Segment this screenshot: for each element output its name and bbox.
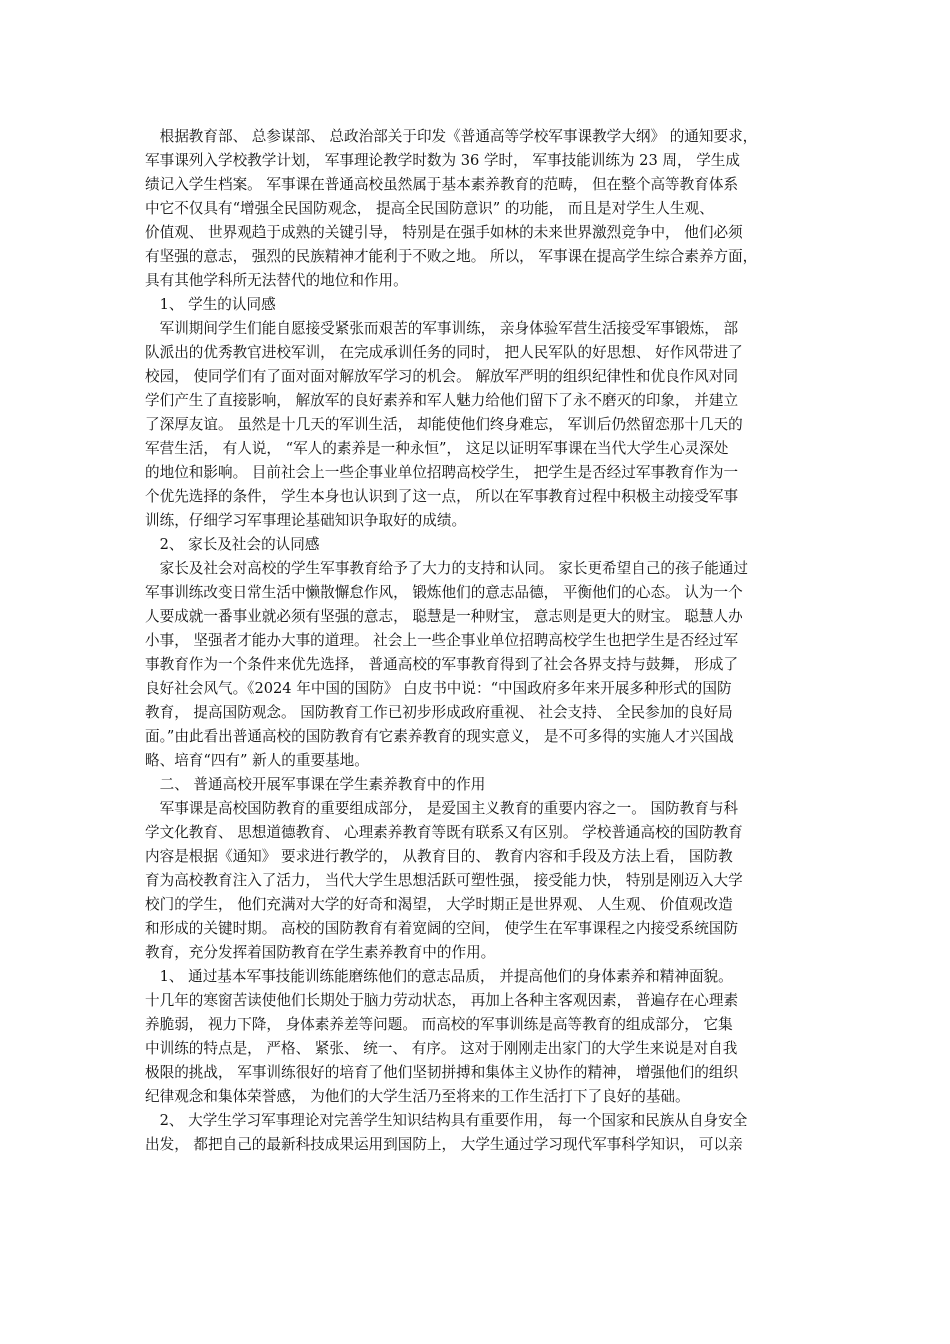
text-line: 内容是根据《通知》 要求进行教学的， 从教育目的、 教育内容和手段及方法上看， 国防教 xyxy=(145,848,733,865)
text-line: 教育， 提高国防观念。 国防教育工作已初步形成政府重视、 社会支持、 全民参加的良好局 xyxy=(145,704,733,721)
text-line: 军营生活， 有人说， “军人的素养是一种永恒”， 这足以证明军事课在当代大学生心灵深处 xyxy=(145,440,729,457)
text-line: 军事训练改变日常生活中懒散懈怠作风， 锻炼他们的意志品德， 平衡他们的心态。 认为一个 xyxy=(145,584,743,601)
text-line: 学们产生了直接影响， 解放军的良好素养和军人魅力给他们留下了永不磨灭的印象， 并建立 xyxy=(145,392,739,409)
text-line: 极限的挑战， 军事训练很好的培育了他们坚韧拼搏和集体主义协作的精神， 增强他们的组织 xyxy=(145,1064,739,1081)
text-line: 教育，充分发挥着国防教育在学生素养教育中的作用。 xyxy=(145,944,496,961)
text-line: 人要成就一番事业就必须有坚强的意志， 聪慧是一种财宝， 意志则是更大的财宝。 聪慧人办 xyxy=(145,608,743,625)
text-line: 的地位和影响。 目前社会上一些企事业单位招聘高校学生， 把学生是否经过军事教育作为一 xyxy=(145,464,739,481)
text-line: 面。”由此看出普通高校的国防教育有它素养教育的现实意义， 是不可多得的实施人才兴国战 xyxy=(145,728,734,745)
text-line: 养脆弱， 视力下降， 身体素养差等问题。 而高校的军事训练是高等教育的组成部分， 它集 xyxy=(145,1016,733,1033)
text-line: 事教育作为一个条件来优先选择， 普通高校的军事教育得到了社会各界支持与鼓舞， 形成了 xyxy=(145,656,739,673)
text-line: 学文化教育、 思想道德教育、 心理素养教育等既有联系又有区别。 学校普通高校的国防教育 xyxy=(145,824,743,841)
text-line: 和形成的关键时期。 高校的国防教育有着宽阔的空间， 使学生在军事课程之内接受系统国防 xyxy=(145,920,739,937)
text-line: 十几年的寒窗苦读使他们长期处于脑力劳动状态， 再加上各种主客观因素， 普遍存在心理素 xyxy=(145,992,739,1009)
text-line: 个优先选择的条件， 学生本身也认识到了这一点， 所以在军事教育过程中积极主动接受军事 xyxy=(145,488,739,505)
text-line: 队派出的优秀教官进校军训， 在完成承训任务的同时， 把人民军队的好思想、 好作风带进了 xyxy=(145,344,743,361)
text-line: 军训期间学生们能自愿接受紧张而艰苦的军事训练， 亲身体验军营生活接受军事锻炼， 部 xyxy=(145,320,739,337)
text-line: 小事， 坚强者才能办大事的道理。 社会上一些企事业单位招聘高校学生也把学生是否经过军 xyxy=(145,632,739,649)
text-line: 绩记入学生档案。 军事课在普通高校虽然属于基本素养教育的范畴， 但在整个高等教育体系 xyxy=(145,176,739,193)
text-line: 略、培育“四有” 新人的重要基地。 xyxy=(145,752,369,769)
section-heading: 1、 学生的认同感 xyxy=(145,296,276,313)
text-line: 良好社会风气。《2024 年中国的国防》 白皮书中说：“中国政府多年来开展多种形式的国防 xyxy=(145,680,732,697)
text-line: 1、 通过基本军事技能训练能磨练他们的意志品质， 并提高他们的身体素养和精神面貌。 xyxy=(145,968,733,985)
text-line: 有坚强的意志， 强烈的民族精神才能利于不败之地。 所以， 军事课在提高学生综合素养方面， xyxy=(145,248,758,265)
text-line: 中它不仅具有“增强全民国防观念， 提高全民国防意识” 的功能， 而且是对学生人生观、 xyxy=(145,200,714,217)
text-line: 校门的学生， 他们充满对大学的好奇和渴望， 大学时期正是世界观、 人生观、 价值观改造 xyxy=(145,896,733,913)
text-line: 家长及社会对高校的学生军事教育给予了大力的支持和认同。 家长更希望自己的孩子能通过 xyxy=(145,560,748,577)
text-line: 纪律观念和集体荣誉感， 为他们的大学生活乃至将来的工作生活打下了良好的基础。 xyxy=(145,1088,690,1105)
text-line: 了深厚友谊。 虽然是十几天的军训生活， 却能使他们终身难忘， 军训后仍然留恋那十几天的 xyxy=(145,416,743,433)
text-line: 具有其他学科所无法替代的地位和作用。 xyxy=(145,272,408,289)
text-line: 出发， 都把自己的最新科技成果运用到国防上， 大学生通过学习现代军事科学知识， 可以亲 xyxy=(145,1136,743,1153)
text-line: 训练，仔细学习军事理论基础知识争取好的成绩。 xyxy=(145,512,467,529)
section-heading: 二、 普通高校开展军事课在学生素养教育中的作用 xyxy=(145,776,486,793)
text-line: 军事课是高校国防教育的重要组成部分， 是爱国主义教育的重要内容之一。 国防教育与科 xyxy=(145,800,739,817)
text-line: 2、 大学生学习军事理论对完善学生知识结构具有重要作用， 每一个国家和民族从自身安全 xyxy=(145,1112,748,1129)
text-line: 根据教育部、 总参谋部、 总政治部关于印发《普通高等学校军事课教学大纲》 的通知要求， xyxy=(145,128,758,145)
text-line: 中训练的特点是， 严格、 紧张、 统一、 有序。 这对于刚刚走出家门的大学生来说是对自我 xyxy=(145,1040,738,1057)
section-heading: 2、 家长及社会的认同感 xyxy=(145,536,320,553)
text-line: 校园， 使同学们有了面对面对解放军学习的机会。 解放军严明的组织纪律性和优良作风对同 xyxy=(145,368,739,385)
text-line: 育为高校教育注入了活力， 当代大学生思想活跃可塑性强， 接受能力快， 特别是刚迈入大学 xyxy=(145,872,743,889)
text-line: 军事课列入学校教学计划， 军事理论教学时数为 36 学时， 军事技能训练为 23 周， 学生成 xyxy=(145,152,740,169)
text-line: 价值观、 世界观趋于成熟的关键引导， 特别是在强手如林的未来世界激烈竞争中， 他们必须 xyxy=(145,224,743,241)
